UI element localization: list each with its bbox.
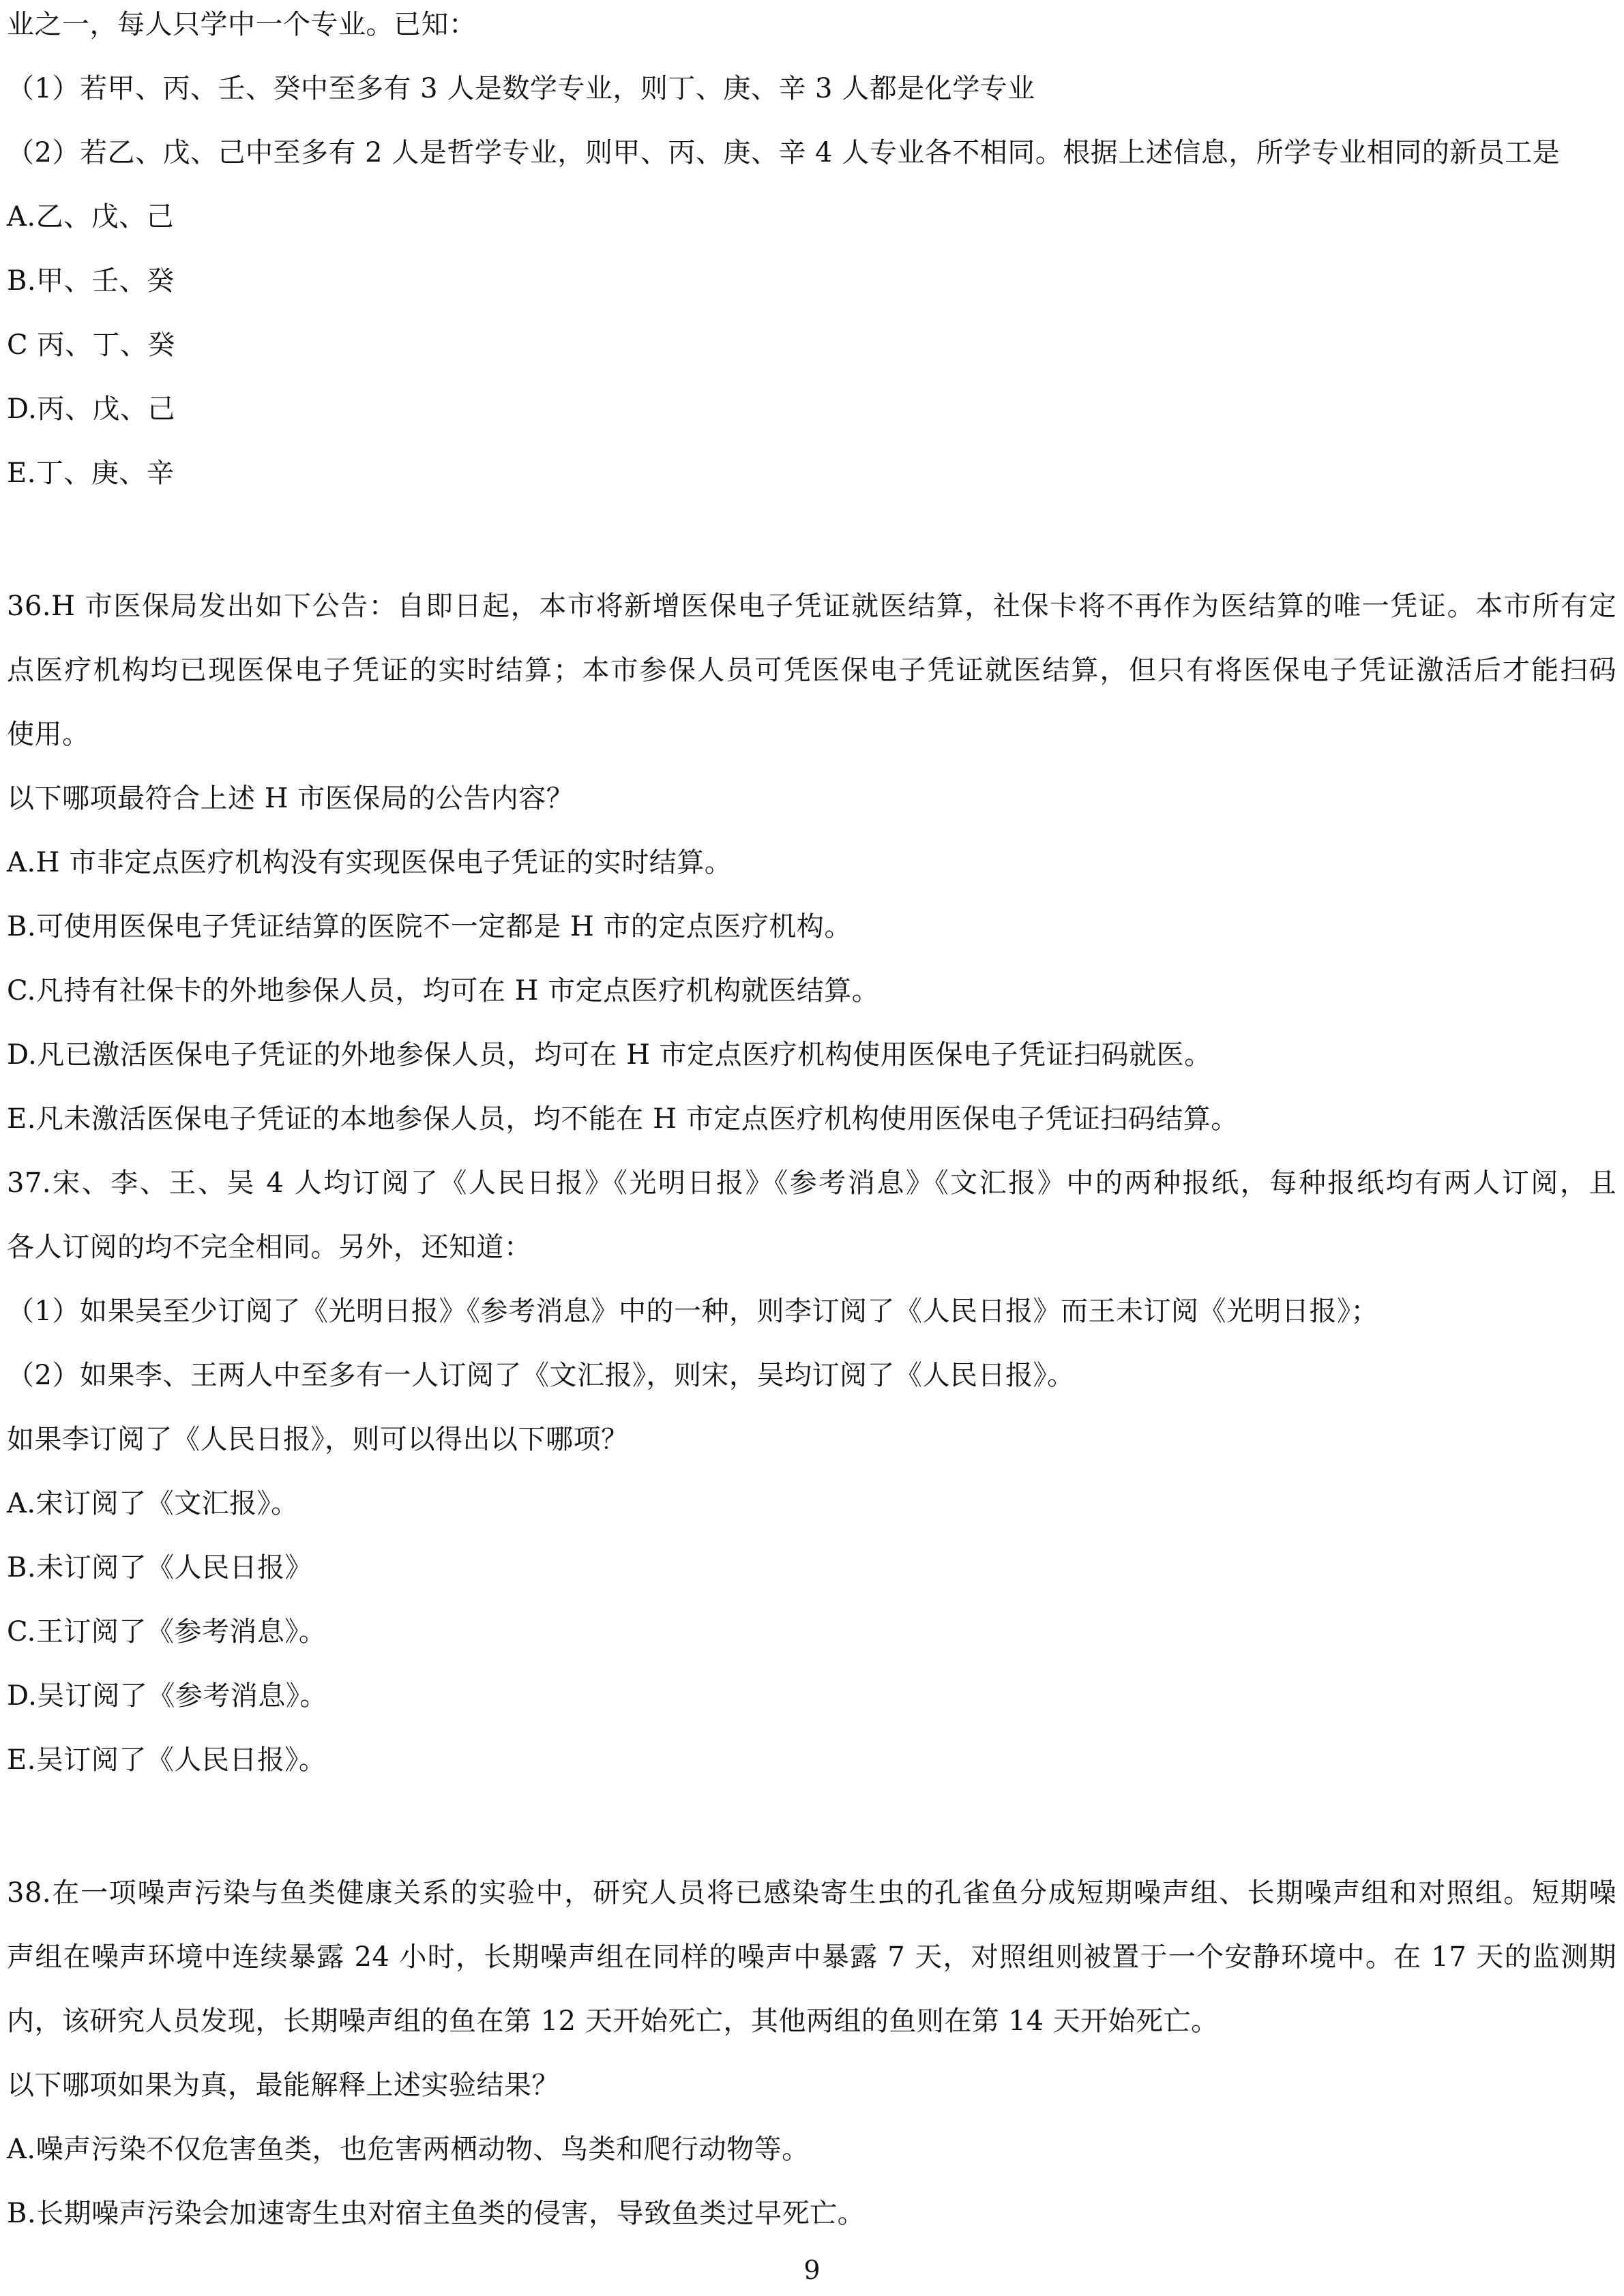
q35-option-d: D.丙、戊、己 bbox=[7, 393, 175, 425]
q36-stem-line-2: 点医疗机构均已现医保电子凭证的实时结算；本市参保人员可凭医保电子凭证就医结算，但只有将医保电子凭证激活后才能扫码 bbox=[7, 655, 1616, 686]
page-number: 9 bbox=[803, 2255, 821, 2285]
q37-condition-2: （2）如果李、王两人中至多有一人订阅了《文汇报》，则宋，吴均订阅了《人民日报》。 bbox=[7, 1360, 1075, 1391]
q36-option-d: D.凡已激活医保电子凭证的外地参保人员，均可在 H 市定点医疗机构使用医保电子凭证扫码就医。 bbox=[7, 1039, 1212, 1071]
q36-stem-line-1: 36.H 市医保局发出如下公告：自即日起，本市将新增医保电子凭证就医结算，社保卡将不再作为医结算的唯一凭证。本市所有定 bbox=[7, 591, 1616, 622]
q38-option-b: B.长期噪声污染会加速寄生虫对宿主鱼类的侵害，导致鱼类过早死亡。 bbox=[7, 2198, 866, 2229]
q37-condition-1: （1）如果吴至少订阅了《光明日报》《参考消息》中的一种，则李订阅了《人民日报》而王未订阅《光明日报》； bbox=[7, 1296, 1378, 1327]
q37-stem-line-1: 37.宋、李、王、吴 4 人均订阅了《人民日报》《光明日报》《参考消息》《文汇报》中的两种报纸，每种报纸均有两人订阅，且 bbox=[7, 1167, 1616, 1199]
q37-option-b: B.未订阅了《人民日报》 bbox=[7, 1552, 313, 1583]
q37-option-a: A.宋订阅了《文汇报》。 bbox=[7, 1488, 299, 1519]
q36-option-c: C.凡持有社保卡的外地参保人员，均可在 H 市定点医疗机构就医结算。 bbox=[7, 975, 880, 1007]
q38-stem-line-3: 内，该研究人员发现，长期噪声组的鱼在第 12 天开始死亡，其他两组的鱼则在第 14 天开始死亡。 bbox=[7, 2006, 1219, 2037]
q38-option-a: A.噪声污染不仅危害鱼类，也危害两栖动物、鸟类和爬行动物等。 bbox=[7, 2134, 810, 2165]
q35-option-c: C 丙、丁、癸 bbox=[7, 329, 175, 361]
q37-stem-line-2: 各人订阅的均不完全相同。另外，还知道： bbox=[7, 1232, 532, 1263]
q38-stem-line-1: 38.在一项噪声污染与鱼类健康关系的实验中，研究人员将已感染寄生虫的孔雀鱼分成短期噪声组、长期噪声组和对照组。短期噪 bbox=[7, 1877, 1616, 1909]
q35-option-e: E.丁、庚、辛 bbox=[7, 458, 175, 489]
q35-option-b: B.甲、壬、癸 bbox=[7, 265, 175, 297]
q37-option-d: D.吴订阅了《参考消息》。 bbox=[7, 1680, 327, 1712]
q36-option-e: E.凡未激活医保电子凭证的本地参保人员，均不能在 H 市定点医疗机构使用医保电子凭证扫码结算。 bbox=[7, 1103, 1239, 1135]
q38-stem-line-2: 声组在噪声环境中连续暴露 24 小时，长期噪声组在同样的噪声中暴露 7 天，对照组则被置于一个安静环境中。在 17 天的监测期 bbox=[7, 1941, 1616, 1973]
q37-option-c: C.王订阅了《参考消息》。 bbox=[7, 1616, 327, 1648]
q35-condition-1: （1）若甲、丙、壬、癸中至多有 3 人是数学专业，则丁、庚、辛 3 人都是化学专业 bbox=[7, 73, 1035, 104]
q35-condition-2: （2）若乙、戊、己中至多有 2 人是哲学专业，则甲、丙、庚、辛 4 人专业各不相同。根据上述信息，所学专业相同的新员工是 bbox=[7, 137, 1561, 168]
q35-option-a: A.乙、戊、己 bbox=[7, 201, 175, 233]
q36-question: 以下哪项最符合上述 H 市医保局的公告内容？ bbox=[7, 783, 574, 814]
q38-question: 以下哪项如果为真，最能解释上述实验结果？ bbox=[7, 2070, 559, 2101]
q37-option-e: E.吴订阅了《人民日报》。 bbox=[7, 1744, 327, 1776]
q35-intro-tail: 业之一，每人只学中一个专业。已知： bbox=[7, 9, 477, 40]
q36-option-a: A.H 市非定点医疗机构没有实现医保电子凭证的实时结算。 bbox=[7, 847, 733, 878]
q37-question: 如果李订阅了《人民日报》，则可以得出以下哪项？ bbox=[7, 1424, 629, 1455]
q36-option-b: B.可使用医保电子凭证结算的医院不一定都是 H 市的定点医疗机构。 bbox=[7, 911, 852, 942]
q36-stem-line-3: 使用。 bbox=[7, 719, 90, 750]
